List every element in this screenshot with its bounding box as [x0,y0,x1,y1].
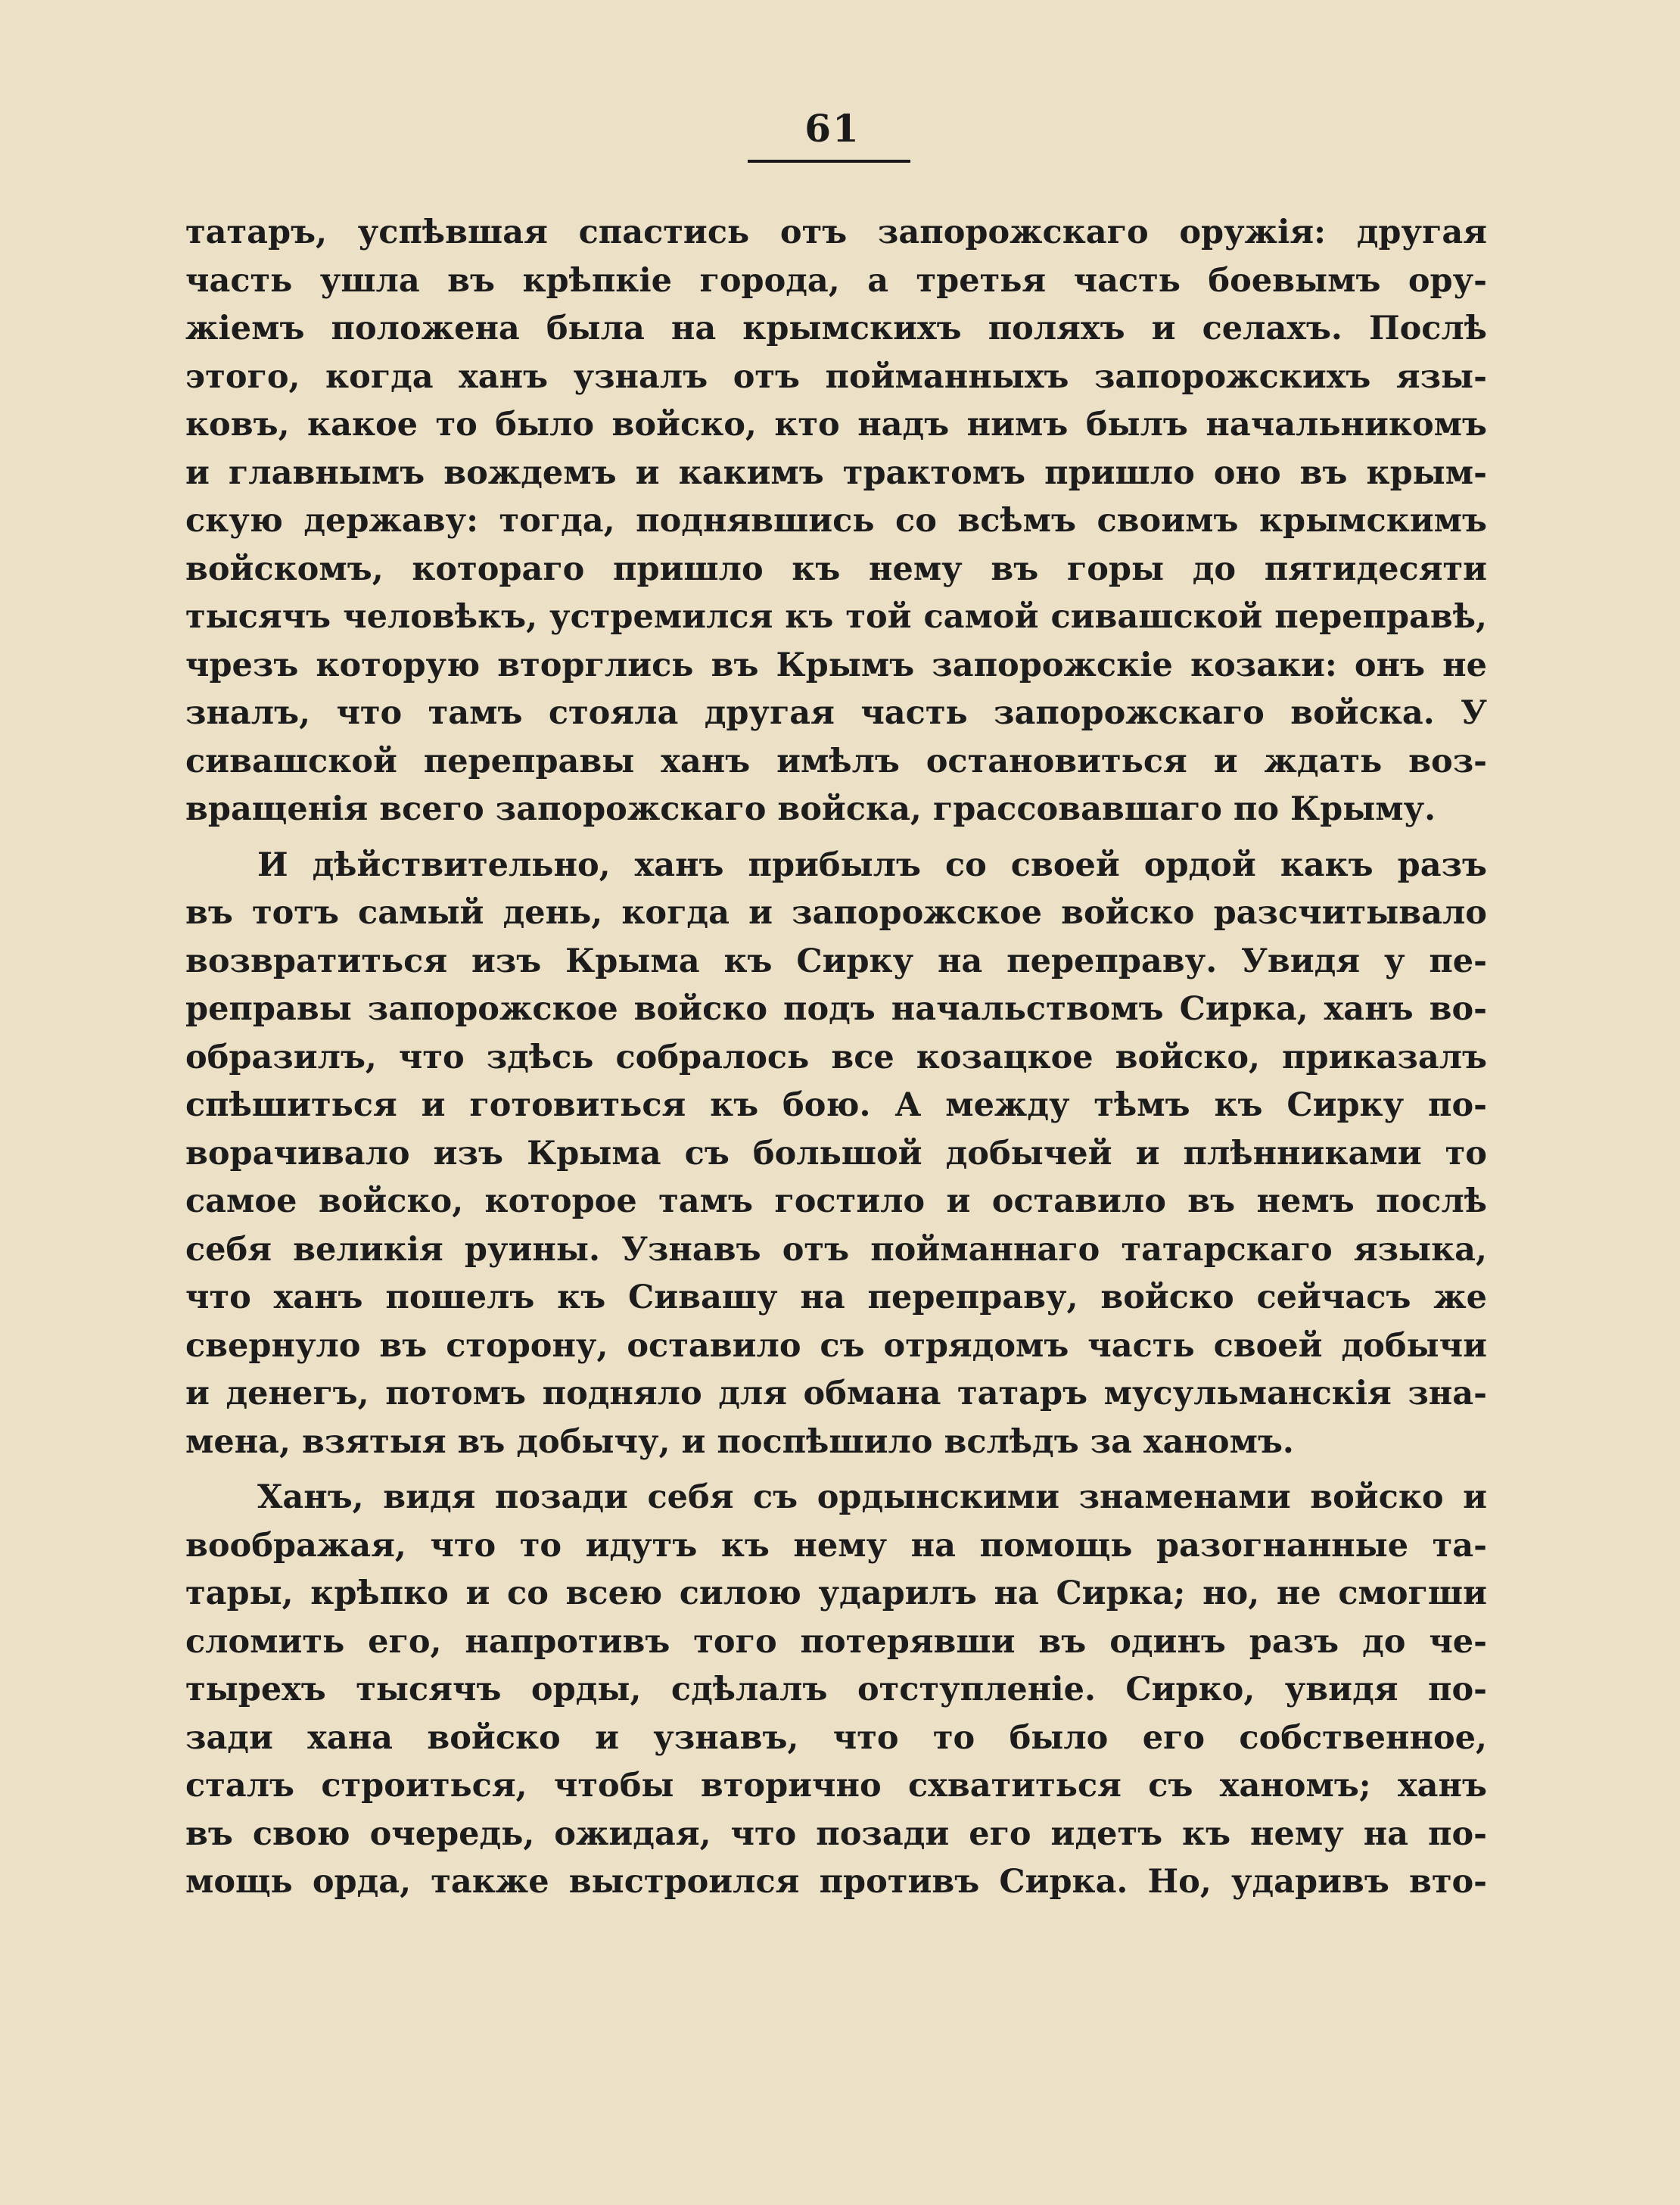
text-line: самое войско, которое тамъ гостило и оставило въ немъ послѣ [185,1182,1487,1220]
text-line: жіемъ положена была на крымскихъ поляхъ и селахъ. Послѣ [185,310,1487,347]
text-line: И дѣйствительно, ханъ прибылъ со своей ордой какъ разъ [257,846,1487,884]
text-line: ковъ, какое то было войско, кто надъ нимъ былъ начальникомъ [185,406,1487,444]
text-line: и главнымъ вождемъ и какимъ трактомъ пришло оно въ крым- [185,453,1487,492]
text-line: часть ушла въ крѣпкіе города, а третья часть боевымъ ору- [185,261,1487,300]
text-line: возвратиться изъ Крыма къ Сирку на переправу. Увидя у пе- [185,942,1487,980]
text-line: этого, когда ханъ узналъ отъ пойманныхъ запорожскихъ язы- [185,357,1487,396]
text-line: и денегъ, потомъ подняло для обмана татаръ мусульманскія зна- [185,1375,1487,1412]
text-line: реправы запорожское войско подъ начальствомъ Сирка, ханъ во- [185,990,1487,1028]
text-line: войскомъ, котораго пришло къ нему въ горы до пятидесяти [185,550,1487,588]
page-number-rule [748,160,910,163]
body-text [185,209,1487,1907]
text-line: тырехъ тысячъ орды, сдѣлалъ отступленіе. Сирко, увидя по- [185,1671,1487,1708]
text-line: воображая, что то идутъ къ нему на помощь разогнанные та- [185,1526,1487,1565]
text-line: татаръ, успѣвшая спастись отъ запорожскаго оружія: другая [185,213,1487,251]
text-line: свернуло въ сторону, оставило съ отрядомъ часть своей добычи [185,1326,1487,1365]
text-line: Ханъ, видя позади себя съ ордынскими знаменами войско и [257,1478,1487,1516]
text-line: скую державу: тогда, поднявшись со всѣмъ своимъ крымскимъ [185,502,1487,540]
text-line: себя великія руины. Узнавъ отъ пойманнаго татарскаго языка, [185,1230,1487,1269]
paragraph-2 [185,842,1487,1467]
text-line: образилъ, что здѣсь собралось все козацкое войско, приказалъ [185,1038,1487,1076]
text-line: мощь орда, также выстроился противъ Сирка. Но, ударивъ вто- [185,1863,1487,1901]
text-line: въ свою очередь, ожидая, что позади его идетъ къ нему на по- [185,1814,1487,1853]
text-line: зналъ, что тамъ стояла другая часть запорожскаго войска. У [185,694,1487,732]
text-line: что ханъ пошелъ къ Сивашу на переправу, войско сейчасъ же [185,1278,1487,1316]
text-line: ворачивало изъ Крыма съ большой добычей и плѣнниками то [185,1134,1487,1173]
text-line: сталъ строиться, чтобы вторично схватиться съ ханомъ; ханъ [185,1767,1487,1805]
text-line: вращенія всего запорожскаго войска, грассовавшаго по Крыму. [185,790,1436,828]
text-line: чрезъ которую вторглись въ Крымъ запорожскіе козаки: онъ не [185,646,1487,684]
text-line: спѣшиться и готовиться къ бою. А между тѣмъ къ Сирку по- [185,1086,1487,1124]
text-line: мена, взятыя въ добычу, и поспѣшило вслѣдъ за ханомъ. [185,1422,1294,1461]
text-line: въ тотъ самый день, когда и запорожское войско разсчитывало [185,894,1487,932]
text-line: зади хана войско и узнавъ, что то было его собственное, [185,1718,1487,1757]
text-line: тысячъ человѣкъ, устремился къ той самой сивашской переправѣ, [185,598,1487,636]
text-line: тары, крѣпко и со всею силою ударилъ на Сирка; но, не смогши [185,1574,1487,1612]
paragraph-1 [185,209,1487,834]
page-number: 61 [804,106,860,151]
text-line: сломить его, напротивъ того потерявши въ одинъ разъ до че- [185,1622,1487,1661]
paragraph-3 [185,1474,1487,1907]
text-line: сивашской переправы ханъ имѣлъ остановиться и ждать воз- [185,742,1487,780]
